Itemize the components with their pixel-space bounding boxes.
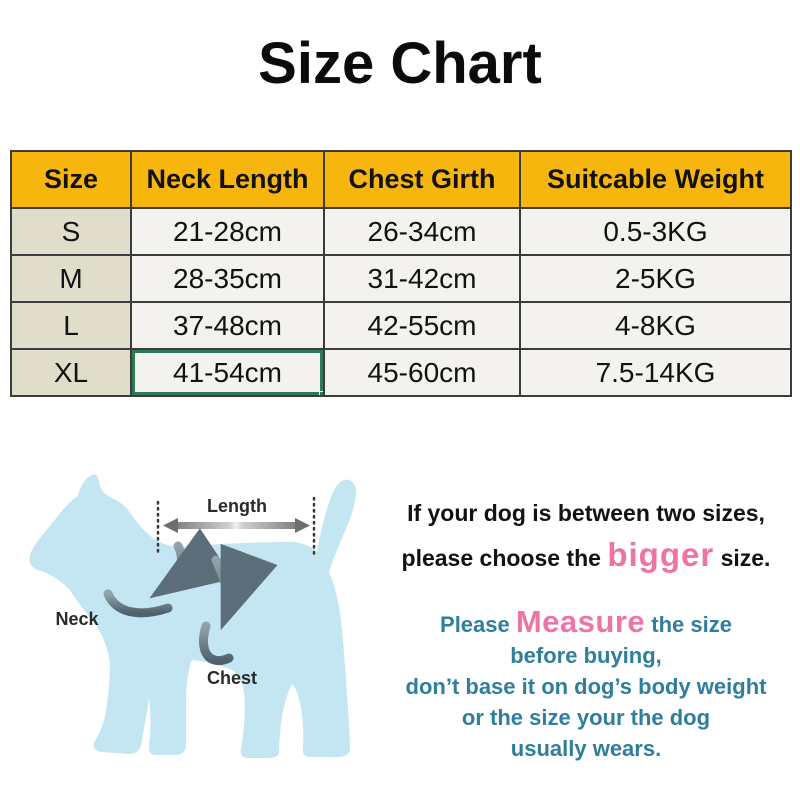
advice-line-3-post: the size xyxy=(645,612,732,637)
advice-line-3 xyxy=(372,606,800,640)
neck-label: Neck xyxy=(55,609,99,629)
active-cell xyxy=(131,349,324,396)
cell-weight: 4-8KG xyxy=(520,302,791,349)
sizing-advice-secondary xyxy=(372,606,800,764)
cell-size: S xyxy=(11,208,131,255)
cell-size: XL xyxy=(11,349,131,396)
cell-neck-value: 41-54cm xyxy=(173,356,282,388)
table-row-l xyxy=(11,302,791,349)
advice-line-1: If your dog is between two sizes, xyxy=(407,500,765,526)
advice-line-2-post: size. xyxy=(714,545,771,571)
advice-line-3-pre: Please xyxy=(440,612,516,637)
chest-label: Chest xyxy=(206,668,258,688)
cell-neck: 21-28cm xyxy=(131,208,324,255)
col-header-neck: Neck Length xyxy=(131,151,324,208)
table-row-xl xyxy=(11,349,791,396)
cell-neck: 28-35cm xyxy=(131,255,324,302)
cell-chest: 26-34cm xyxy=(324,208,520,255)
col-header-weight: Suitcable Weight xyxy=(520,151,791,208)
advice-line-6: or the size your the dog xyxy=(461,705,711,730)
cell-chest: 31-42cm xyxy=(324,255,520,302)
measure-highlight: Measure xyxy=(515,604,646,639)
header-row xyxy=(11,151,791,208)
advice-line-7: usually wears. xyxy=(510,736,662,761)
dog-measurement-diagram xyxy=(20,460,380,770)
col-header-chest: Chest Girth xyxy=(324,151,520,208)
cell-weight: 7.5-14KG xyxy=(520,349,791,396)
col-header-size: Size xyxy=(11,151,131,208)
cell-weight: 2-5KG xyxy=(520,255,791,302)
length-label: Length xyxy=(207,496,267,516)
cell-size: M xyxy=(11,255,131,302)
cell-weight: 0.5-3KG xyxy=(520,208,791,255)
cell-neck: 37-48cm xyxy=(131,302,324,349)
bigger-highlight: bigger xyxy=(607,536,715,573)
page-title: Size Chart xyxy=(258,31,542,96)
table-row-m xyxy=(11,255,791,302)
advice-line-5: don’t base it on dog’s body weight xyxy=(405,674,767,699)
cell-size: L xyxy=(11,302,131,349)
sizing-advice-primary xyxy=(372,492,800,579)
selection-fill-handle xyxy=(319,391,324,396)
cell-chest: 42-55cm xyxy=(324,302,520,349)
size-chart-table xyxy=(10,150,792,397)
table-row-s xyxy=(11,208,791,255)
cell-chest: 45-60cm xyxy=(324,349,520,396)
advice-line-4: before buying, xyxy=(510,643,662,668)
advice-line-2 xyxy=(372,534,800,579)
advice-line-2-pre: please choose the xyxy=(401,545,608,571)
